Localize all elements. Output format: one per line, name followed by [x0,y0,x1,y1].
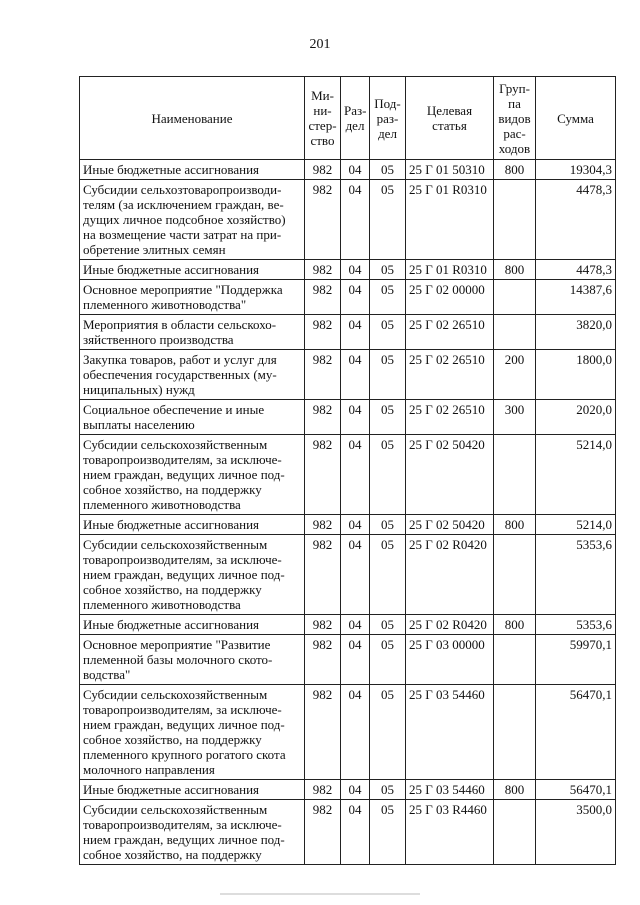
cell-amount: 4478,3 [536,260,616,280]
header-subsection: Под- раз- дел [370,77,406,160]
cell-name: Субсидии сельскохозяйственным товаропроизводителям, за исключе- нием граждан, ведущих личное под- собное хозяйство, на поддержку племенного животноводства [80,535,305,615]
cell-target: 25 Г 02 00000 [406,280,494,315]
cell-expense-group [494,535,536,615]
header-ministry: Ми- ни- стер- ство [305,77,341,160]
cell-section: 04 [341,515,370,535]
cell-section: 04 [341,350,370,400]
cell-target: 25 Г 03 R4460 [406,800,494,865]
cell-name: Закупка товаров, работ и услуг для обеспечения государственных (му- ниципальных) нужд [80,350,305,400]
cell-amount: 3500,0 [536,800,616,865]
cell-ministry: 982 [305,260,341,280]
table-row [80,780,616,800]
table-row [80,635,616,685]
cell-target: 25 Г 02 26510 [406,400,494,435]
cell-section: 04 [341,315,370,350]
cell-section: 04 [341,635,370,685]
cell-name: Мероприятия в области сельскохо- зяйственного производства [80,315,305,350]
header-name: Наименование [80,77,305,160]
cell-amount: 2020,0 [536,400,616,435]
cell-amount: 5214,0 [536,435,616,515]
cell-section: 04 [341,535,370,615]
table-row [80,315,616,350]
cell-subsection: 05 [370,435,406,515]
cell-subsection: 05 [370,280,406,315]
table-row [80,160,616,180]
header-section: Раз- дел [341,77,370,160]
cell-name: Иные бюджетные ассигнования [80,615,305,635]
cell-name: Субсидии сельскохозяйственным товаропроизводителям, за исключе- нием граждан, ведущих личное под- собное хозяйство, на поддержку [80,800,305,865]
cell-subsection: 05 [370,260,406,280]
cell-section: 04 [341,180,370,260]
cell-name: Иные бюджетные ассигнования [80,515,305,535]
cell-target: 25 Г 03 54460 [406,780,494,800]
cell-section: 04 [341,780,370,800]
table-row [80,350,616,400]
cell-amount: 3820,0 [536,315,616,350]
cell-ministry: 982 [305,615,341,635]
cell-name: Иные бюджетные ассигнования [80,160,305,180]
cell-expense-group: 800 [494,515,536,535]
cell-subsection: 05 [370,515,406,535]
cell-section: 04 [341,160,370,180]
cell-name: Субсидии сельскохозяйственным товаропроизводителям, за исключе- нием граждан, ведущих личное под- собное хозяйство, на поддержку племенного крупного рогатого скота молочного направления [80,685,305,780]
cell-subsection: 05 [370,615,406,635]
table-row [80,685,616,780]
cell-ministry: 982 [305,685,341,780]
cell-ministry: 982 [305,535,341,615]
cell-expense-group: 200 [494,350,536,400]
cell-target: 25 Г 02 50420 [406,515,494,535]
cell-target: 25 Г 02 26510 [406,350,494,400]
page-number: 201 [309,37,331,52]
cell-expense-group [494,685,536,780]
table-row [80,435,616,515]
cell-amount: 1800,0 [536,350,616,400]
cell-name: Иные бюджетные ассигнования [80,260,305,280]
cell-section: 04 [341,260,370,280]
cell-amount: 59970,1 [536,635,616,685]
table-row [80,515,616,535]
cell-subsection: 05 [370,160,406,180]
cell-subsection: 05 [370,780,406,800]
header-row [80,77,616,160]
cell-section: 04 [341,400,370,435]
table-row [80,180,616,260]
cell-subsection: 05 [370,350,406,400]
cell-expense-group: 800 [494,160,536,180]
cell-ministry: 982 [305,635,341,685]
cell-target: 25 Г 02 50420 [406,435,494,515]
cell-expense-group: 800 [494,780,536,800]
cell-name: Субсидии сельхозтоваропроизводи- телям (за исключением граждан, ве- дущих личное подсобное хозяйство) на возмещение части затрат на при- обретение элитных семян [80,180,305,260]
cell-expense-group: 800 [494,615,536,635]
cell-section: 04 [341,280,370,315]
cell-name: Иные бюджетные ассигнования [80,780,305,800]
cell-expense-group [494,280,536,315]
table-row [80,615,616,635]
cell-target: 25 Г 01 R0310 [406,180,494,260]
table-row [80,400,616,435]
cell-amount: 4478,3 [536,180,616,260]
cell-target: 25 Г 03 00000 [406,635,494,685]
cell-ministry: 982 [305,400,341,435]
cell-target: 25 Г 02 R0420 [406,535,494,615]
cell-section: 04 [341,685,370,780]
cell-expense-group [494,435,536,515]
cell-amount: 5353,6 [536,535,616,615]
page-edge-mark [220,893,420,895]
cell-expense-group: 800 [494,260,536,280]
header-expense-group: Груп- па видов рас- ходов [494,77,536,160]
cell-ministry: 982 [305,780,341,800]
cell-ministry: 982 [305,180,341,260]
budget-table [79,76,616,865]
cell-amount: 56470,1 [536,780,616,800]
cell-ministry: 982 [305,280,341,315]
cell-target: 25 Г 02 26510 [406,315,494,350]
cell-amount: 5353,6 [536,615,616,635]
cell-amount: 5214,0 [536,515,616,535]
cell-ministry: 982 [305,160,341,180]
cell-name: Основное мероприятие "Поддержка племенного животноводства" [80,280,305,315]
cell-name: Социальное обеспечение и иные выплаты населению [80,400,305,435]
header-amount: Сумма [536,77,616,160]
cell-subsection: 05 [370,685,406,780]
cell-target: 25 Г 03 54460 [406,685,494,780]
cell-ministry: 982 [305,515,341,535]
cell-ministry: 982 [305,350,341,400]
cell-amount: 56470,1 [536,685,616,780]
cell-ministry: 982 [305,315,341,350]
table-row [80,280,616,315]
cell-amount: 14387,6 [536,280,616,315]
cell-subsection: 05 [370,315,406,350]
table-row [80,800,616,865]
header-target: Целевая статья [406,77,494,160]
cell-target: 25 Г 02 R0420 [406,615,494,635]
cell-subsection: 05 [370,635,406,685]
cell-name: Основное мероприятие "Развитие племенной базы молочного ското- водства" [80,635,305,685]
cell-expense-group [494,635,536,685]
cell-section: 04 [341,435,370,515]
cell-ministry: 982 [305,435,341,515]
cell-target: 25 Г 01 R0310 [406,260,494,280]
cell-expense-group [494,315,536,350]
cell-name: Субсидии сельскохозяйственным товаропроизводителям, за исключе- нием граждан, ведущих личное под- собное хозяйство, на поддержку племенного животноводства [80,435,305,515]
cell-subsection: 05 [370,800,406,865]
cell-section: 04 [341,615,370,635]
cell-expense-group [494,800,536,865]
cell-subsection: 05 [370,180,406,260]
cell-expense-group: 300 [494,400,536,435]
cell-subsection: 05 [370,535,406,615]
cell-subsection: 05 [370,400,406,435]
cell-expense-group [494,180,536,260]
table-row [80,260,616,280]
cell-target: 25 Г 01 50310 [406,160,494,180]
cell-ministry: 982 [305,800,341,865]
cell-amount: 19304,3 [536,160,616,180]
table-row [80,535,616,615]
cell-section: 04 [341,800,370,865]
